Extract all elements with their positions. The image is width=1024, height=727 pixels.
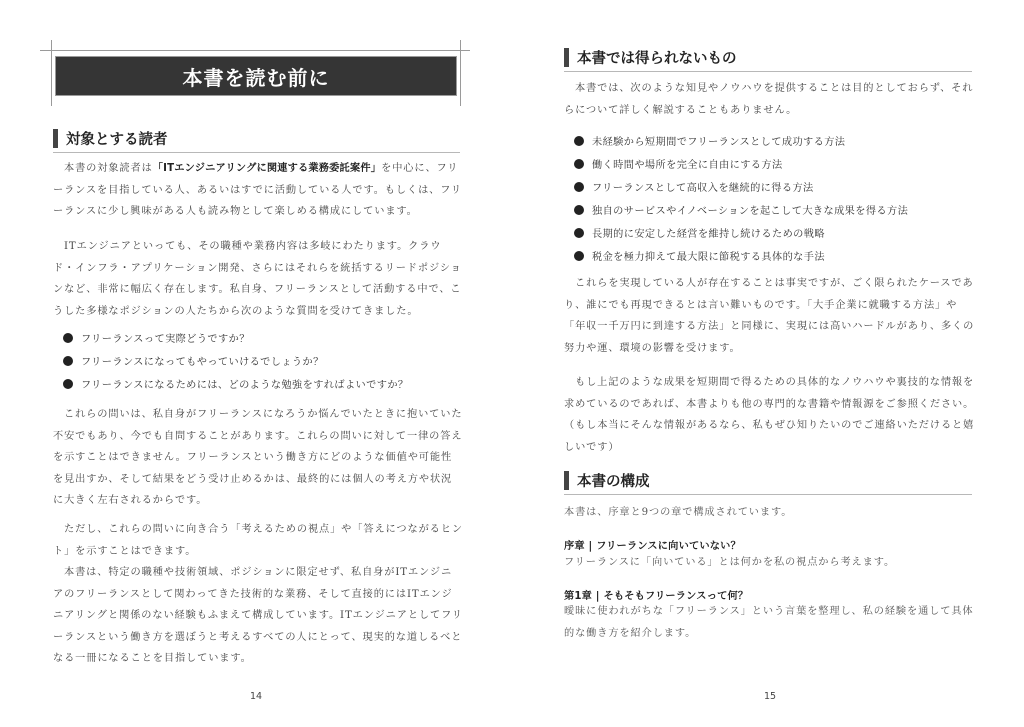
para-text: これらを実現している人が存在することは事実ですが、ごく限られたケースであり、誰にでも再現できるとは言い難いものです。「大手企業に就職する方法」や「年収一千万円に到達する方法」と同様に、実現には高いハードルがあり、多くの努力や運、環境の影響を受けます。 [564, 278, 975, 354]
list-item-text: フリーランスとして高収入を継続的に得る方法 [592, 183, 814, 194]
list-item [574, 175, 974, 198]
heading-bar [564, 471, 569, 490]
heading-rule [53, 152, 460, 153]
crop-mark [51, 40, 52, 106]
heading-text: 対象とする読者 [66, 132, 168, 148]
heading-rule [564, 494, 972, 495]
para-text: もし上記のような成果を短期間で得るための具体的なノウハウや裏技的な情報を求めているのであれば、本書よりも他の専門的な書籍や情報源をご参照ください。（もし本当にそんな情報があるなら、私もぜひ知りたいのでご連絡いただけると嬉しいです） [564, 377, 975, 453]
list-item-text: 未経験から短期間でフリーランスとして成功する方法 [592, 137, 846, 148]
page-number: 14 [250, 691, 263, 702]
chapter-1-title: 第1章 | そもそもフリーランスって何？ [564, 591, 749, 602]
chapter-1-desc: 曖昧に使われがちな「フリーランス」という言葉を整理し、私の経験を通して具体的な働き方を紹介します。 [564, 606, 974, 639]
heading-bar [564, 48, 569, 67]
para-text: ただし、これらの問いに向き合う「考えるための視点」や「答えにつながるヒント」を示すことはできます。 [53, 524, 463, 557]
paragraph-other-sources [564, 372, 976, 458]
list-item-text: 独自のサービスやイノベーションを起こして大きな成果を得る方法 [592, 206, 909, 217]
chapter-title-text: 本書を読む前に [182, 65, 330, 90]
bullet-icon [574, 228, 584, 238]
page-number: 15 [764, 691, 777, 702]
bold-text: 「ITエンジニアリングに関連する業務委託案件」 [152, 163, 382, 174]
crop-mark [460, 40, 461, 106]
paragraph-hints [53, 519, 463, 562]
bullet-icon [574, 136, 584, 146]
list-item [574, 152, 974, 175]
list-item [574, 221, 974, 244]
chapter-title [55, 56, 457, 96]
chapter-0-title: 序章 | フリーランスに向いていない？ [564, 541, 741, 552]
bullet-icon [63, 333, 73, 343]
heading-rule [564, 71, 972, 72]
structure-intro: 本書は、序章と9つの章で構成されています。 [564, 507, 793, 518]
paragraph-not-covered-intro [564, 78, 976, 121]
para-text: 本書は、特定の職種や技術領域、ポジションに限定せず、私自身がITエンジニアのフリーランスとして関わってきた技術的な業務、そして直接的にはITエンジニアリングと関係のない経験もふまえて構成しています。ITエンジニアとしてフリーランスという働き方を選ぼうと考えるすべての人にとって、現実的な道しるべとなる一冊になることを目指しています。 [53, 567, 463, 664]
list-item [574, 244, 974, 267]
paragraph-reality [564, 273, 976, 359]
list-item [63, 372, 463, 395]
para-text: 本書の対象読者は [64, 163, 153, 174]
list-item-text: フリーランスって実際どうですか？ [81, 334, 250, 345]
bullet-icon [574, 182, 584, 192]
list-item [574, 198, 974, 221]
list-item [63, 349, 463, 372]
list-item-text: 働く時間や場所を完全に自由にする方法 [592, 160, 783, 171]
heading-text: 本書の構成 [577, 474, 650, 490]
section-heading-structure [564, 470, 972, 491]
bullet-icon [63, 379, 73, 389]
para-text: ITエンジニアといっても、その職種や業務内容は多岐にわたります。クラウド・インフラ・アプリケーション開発、さらにはそれらを統括するリードポジションなど、非常に幅広く存在します。私自身、フリーランスとして活動する中で、こうした多様なポジションの人たちから次のような質問を受けてきました。 [53, 241, 462, 317]
section-heading-target-readers [53, 128, 460, 149]
list-item-text: 税金を極力抑えて最大限に節税する具体的な手法 [592, 252, 825, 263]
list-item-text: フリーランスになってもやっていけるでしょうか？ [81, 357, 324, 368]
bullet-icon [574, 159, 584, 169]
heading-text: 本書では得られないもの [577, 51, 737, 67]
heading-bar [53, 129, 58, 148]
paragraph-questions [53, 404, 463, 512]
question-list [63, 326, 463, 395]
bullet-icon [574, 205, 584, 215]
paragraph-target-readers [53, 158, 463, 223]
list-item-text: フリーランスになるためには、どのような勉強をすればよいですか？ [81, 380, 409, 391]
crop-mark [40, 50, 470, 51]
list-item [574, 129, 974, 152]
para-text: これらの問いは、私自身がフリーランスになろうか悩んでいたときに抱いていた不安でもあり、今でも自問することがあります。これらの問いに対して一律の答えを示すことはできません。フリーランスという働き方にどのような価値や可能性を見出すか、そして結果をどう受け止めるかは、最終的には個人の考え方や状況に大きく左右されるからです。 [53, 409, 463, 506]
paragraph-it-engineer [53, 236, 463, 322]
chapter-0-desc: フリーランスに「向いている」とは何かを私の視点から考えます。 [564, 557, 896, 568]
para-text: 本書では、次のような知見やノウハウを提供することは目的としておらず、それらについて詳しく解説することもありません。 [564, 83, 974, 116]
bullet-icon [63, 356, 73, 366]
not-covered-list [574, 129, 974, 267]
bullet-icon [574, 251, 584, 261]
list-item [63, 326, 463, 349]
section-heading-not-covered [564, 47, 972, 68]
right-page [512, 0, 1024, 727]
list-item-text: 長期的に安定した経営を維持し続けるための戦略 [592, 229, 825, 240]
para-text: を中心に、フリーランスを目指している人、あるいはすでに活動している人です。もしくは、フリーランスに少し興味がある人も読み物として楽しめる構成にしています。 [53, 163, 463, 217]
paragraph-book-aim [53, 562, 463, 670]
